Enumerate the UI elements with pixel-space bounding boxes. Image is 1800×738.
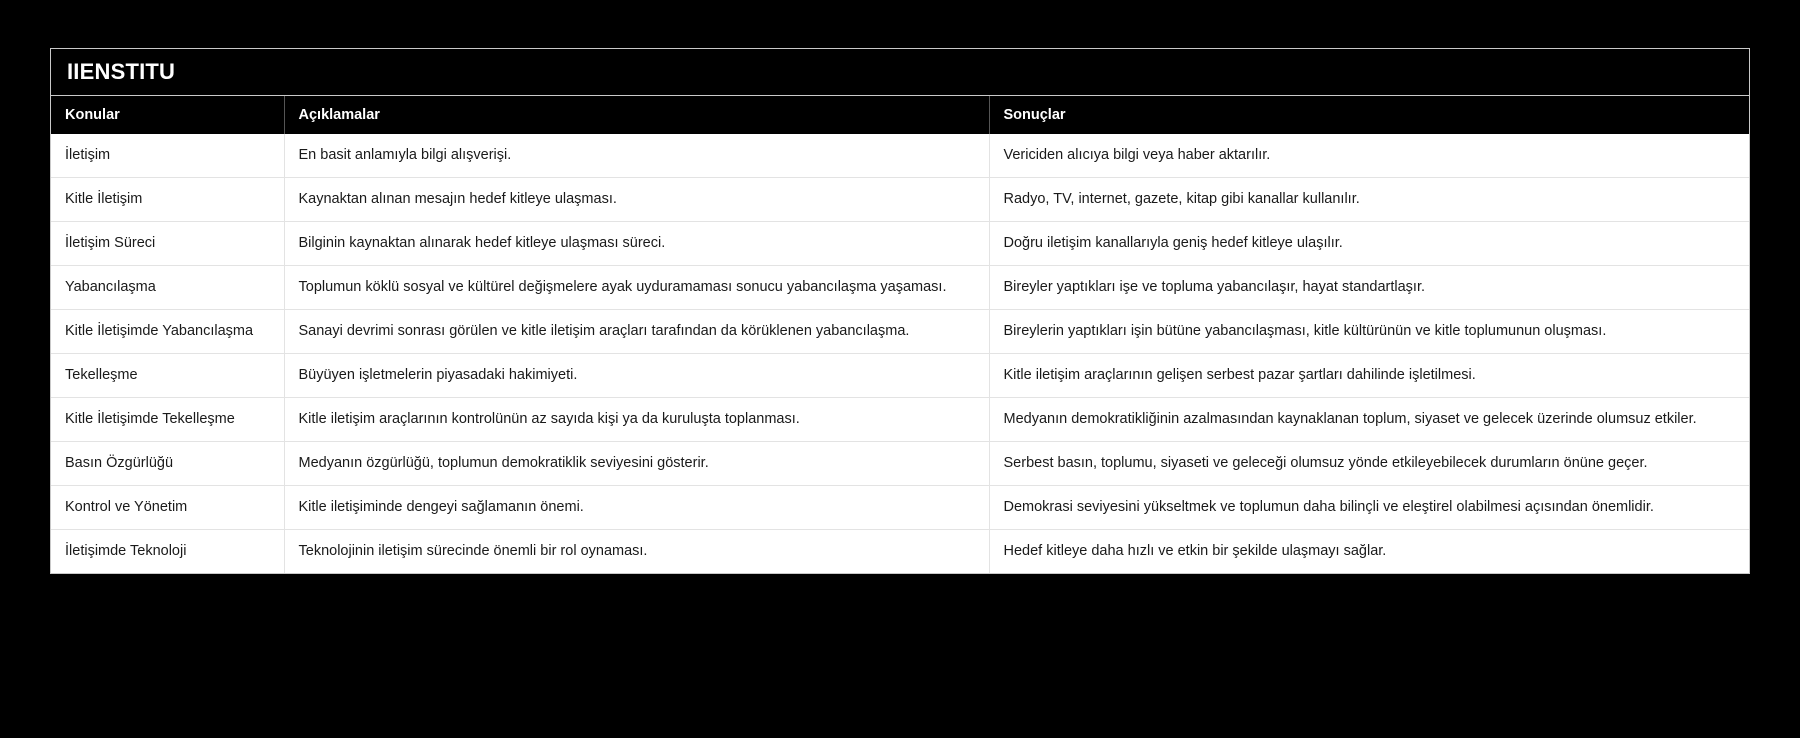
cell-konu: Basın Özgürlüğü — [51, 442, 284, 486]
cell-aciklama: Toplumun köklü sosyal ve kültürel değişmelere ayak uyduramaması sonucu yabancılaşma yaşaması. — [284, 266, 989, 310]
cell-aciklama: Kaynaktan alınan mesajın hedef kitleye ulaşması. — [284, 178, 989, 222]
cell-konu: İletişimde Teknoloji — [51, 530, 284, 574]
table-row — [51, 486, 1749, 530]
table-row — [51, 354, 1749, 398]
cell-sonuc: Bireyler yaptıkları işe ve topluma yabancılaşır, hayat standartlaşır. — [989, 266, 1749, 310]
table-row — [51, 442, 1749, 486]
cell-konu: Yabancılaşma — [51, 266, 284, 310]
table-row — [51, 266, 1749, 310]
comparison-table-card — [50, 48, 1750, 574]
cell-konu: Kitle İletişimde Tekelleşme — [51, 398, 284, 442]
cell-konu: İletişim — [51, 134, 284, 178]
table-header-row — [51, 96, 1749, 134]
table-row — [51, 178, 1749, 222]
column-header-aciklamalar: Açıklamalar — [284, 96, 989, 134]
cell-aciklama: Sanayi devrimi sonrası görülen ve kitle iletişim araçları tarafından da körüklenen yabancılaşma. — [284, 310, 989, 354]
cell-sonuc: Kitle iletişim araçlarının gelişen serbest pazar şartları dahilinde işletilmesi. — [989, 354, 1749, 398]
cell-sonuc: Medyanın demokratikliğinin azalmasından kaynaklanan toplum, siyaset ve gelecek üzerinde olumsuz etkiler. — [989, 398, 1749, 442]
cell-sonuc: Doğru iletişim kanallarıyla geniş hedef kitleye ulaşılır. — [989, 222, 1749, 266]
cell-sonuc: Serbest basın, toplumu, siyaseti ve geleceği olumsuz yönde etkileyebilecek durumların önüne geçer. — [989, 442, 1749, 486]
cell-konu: Kitle İletişimde Yabancılaşma — [51, 310, 284, 354]
cell-sonuc: Radyo, TV, internet, gazete, kitap gibi kanallar kullanılır. — [989, 178, 1749, 222]
brand-title: IIENSTITU — [67, 59, 176, 84]
table-row — [51, 398, 1749, 442]
table-row — [51, 222, 1749, 266]
cell-aciklama: Kitle iletişiminde dengeyi sağlamanın önemi. — [284, 486, 989, 530]
table-row — [51, 134, 1749, 178]
cell-sonuc: Bireylerin yaptıkları işin bütüne yabancılaşması, kitle kültürünün ve kitle toplumunun oluşması. — [989, 310, 1749, 354]
column-header-sonuclar: Sonuçlar — [989, 96, 1749, 134]
cell-aciklama: Medyanın özgürlüğü, toplumun demokratiklik seviyesini gösterir. — [284, 442, 989, 486]
cell-konu: Kontrol ve Yönetim — [51, 486, 284, 530]
cell-sonuc: Vericiden alıcıya bilgi veya haber aktarılır. — [1003, 147, 1271, 163]
cell-sonuc: Demokrasi seviyesini yükseltmek ve toplumun daha bilinçli ve eleştirel olabilmesi açısından önemlidir. — [989, 486, 1749, 530]
cell-aciklama: Teknolojinin iletişim sürecinde önemli bir rol oynaması. — [284, 530, 989, 574]
cell-aciklama: Bilginin kaynaktan alınarak hedef kitleye ulaşması süreci. — [284, 222, 989, 266]
column-header-konular: Konular — [51, 96, 284, 134]
cell-sonuc: Hedef kitleye daha hızlı ve etkin bir şekilde ulaşmayı sağlar. — [989, 530, 1749, 574]
table-body — [51, 134, 1749, 573]
cell-konu: Tekelleşme — [51, 354, 284, 398]
cell-aciklama: Kitle iletişim araçlarının kontrolünün az sayıda kişi ya da kuruluşta toplanması. — [284, 398, 989, 442]
cell-konu: Kitle İletişim — [51, 178, 284, 222]
table-row — [51, 530, 1749, 574]
table-row — [51, 310, 1749, 354]
cell-aciklama: En basit anlamıyla bilgi alışverişi. — [284, 134, 989, 178]
table-header-row-group — [51, 96, 1749, 134]
cell-aciklama: Büyüyen işletmelerin piyasadaki hakimiyeti. — [284, 354, 989, 398]
brand-header — [51, 49, 1749, 96]
cell-konu: İletişim Süreci — [51, 222, 284, 266]
topics-table — [51, 96, 1749, 573]
